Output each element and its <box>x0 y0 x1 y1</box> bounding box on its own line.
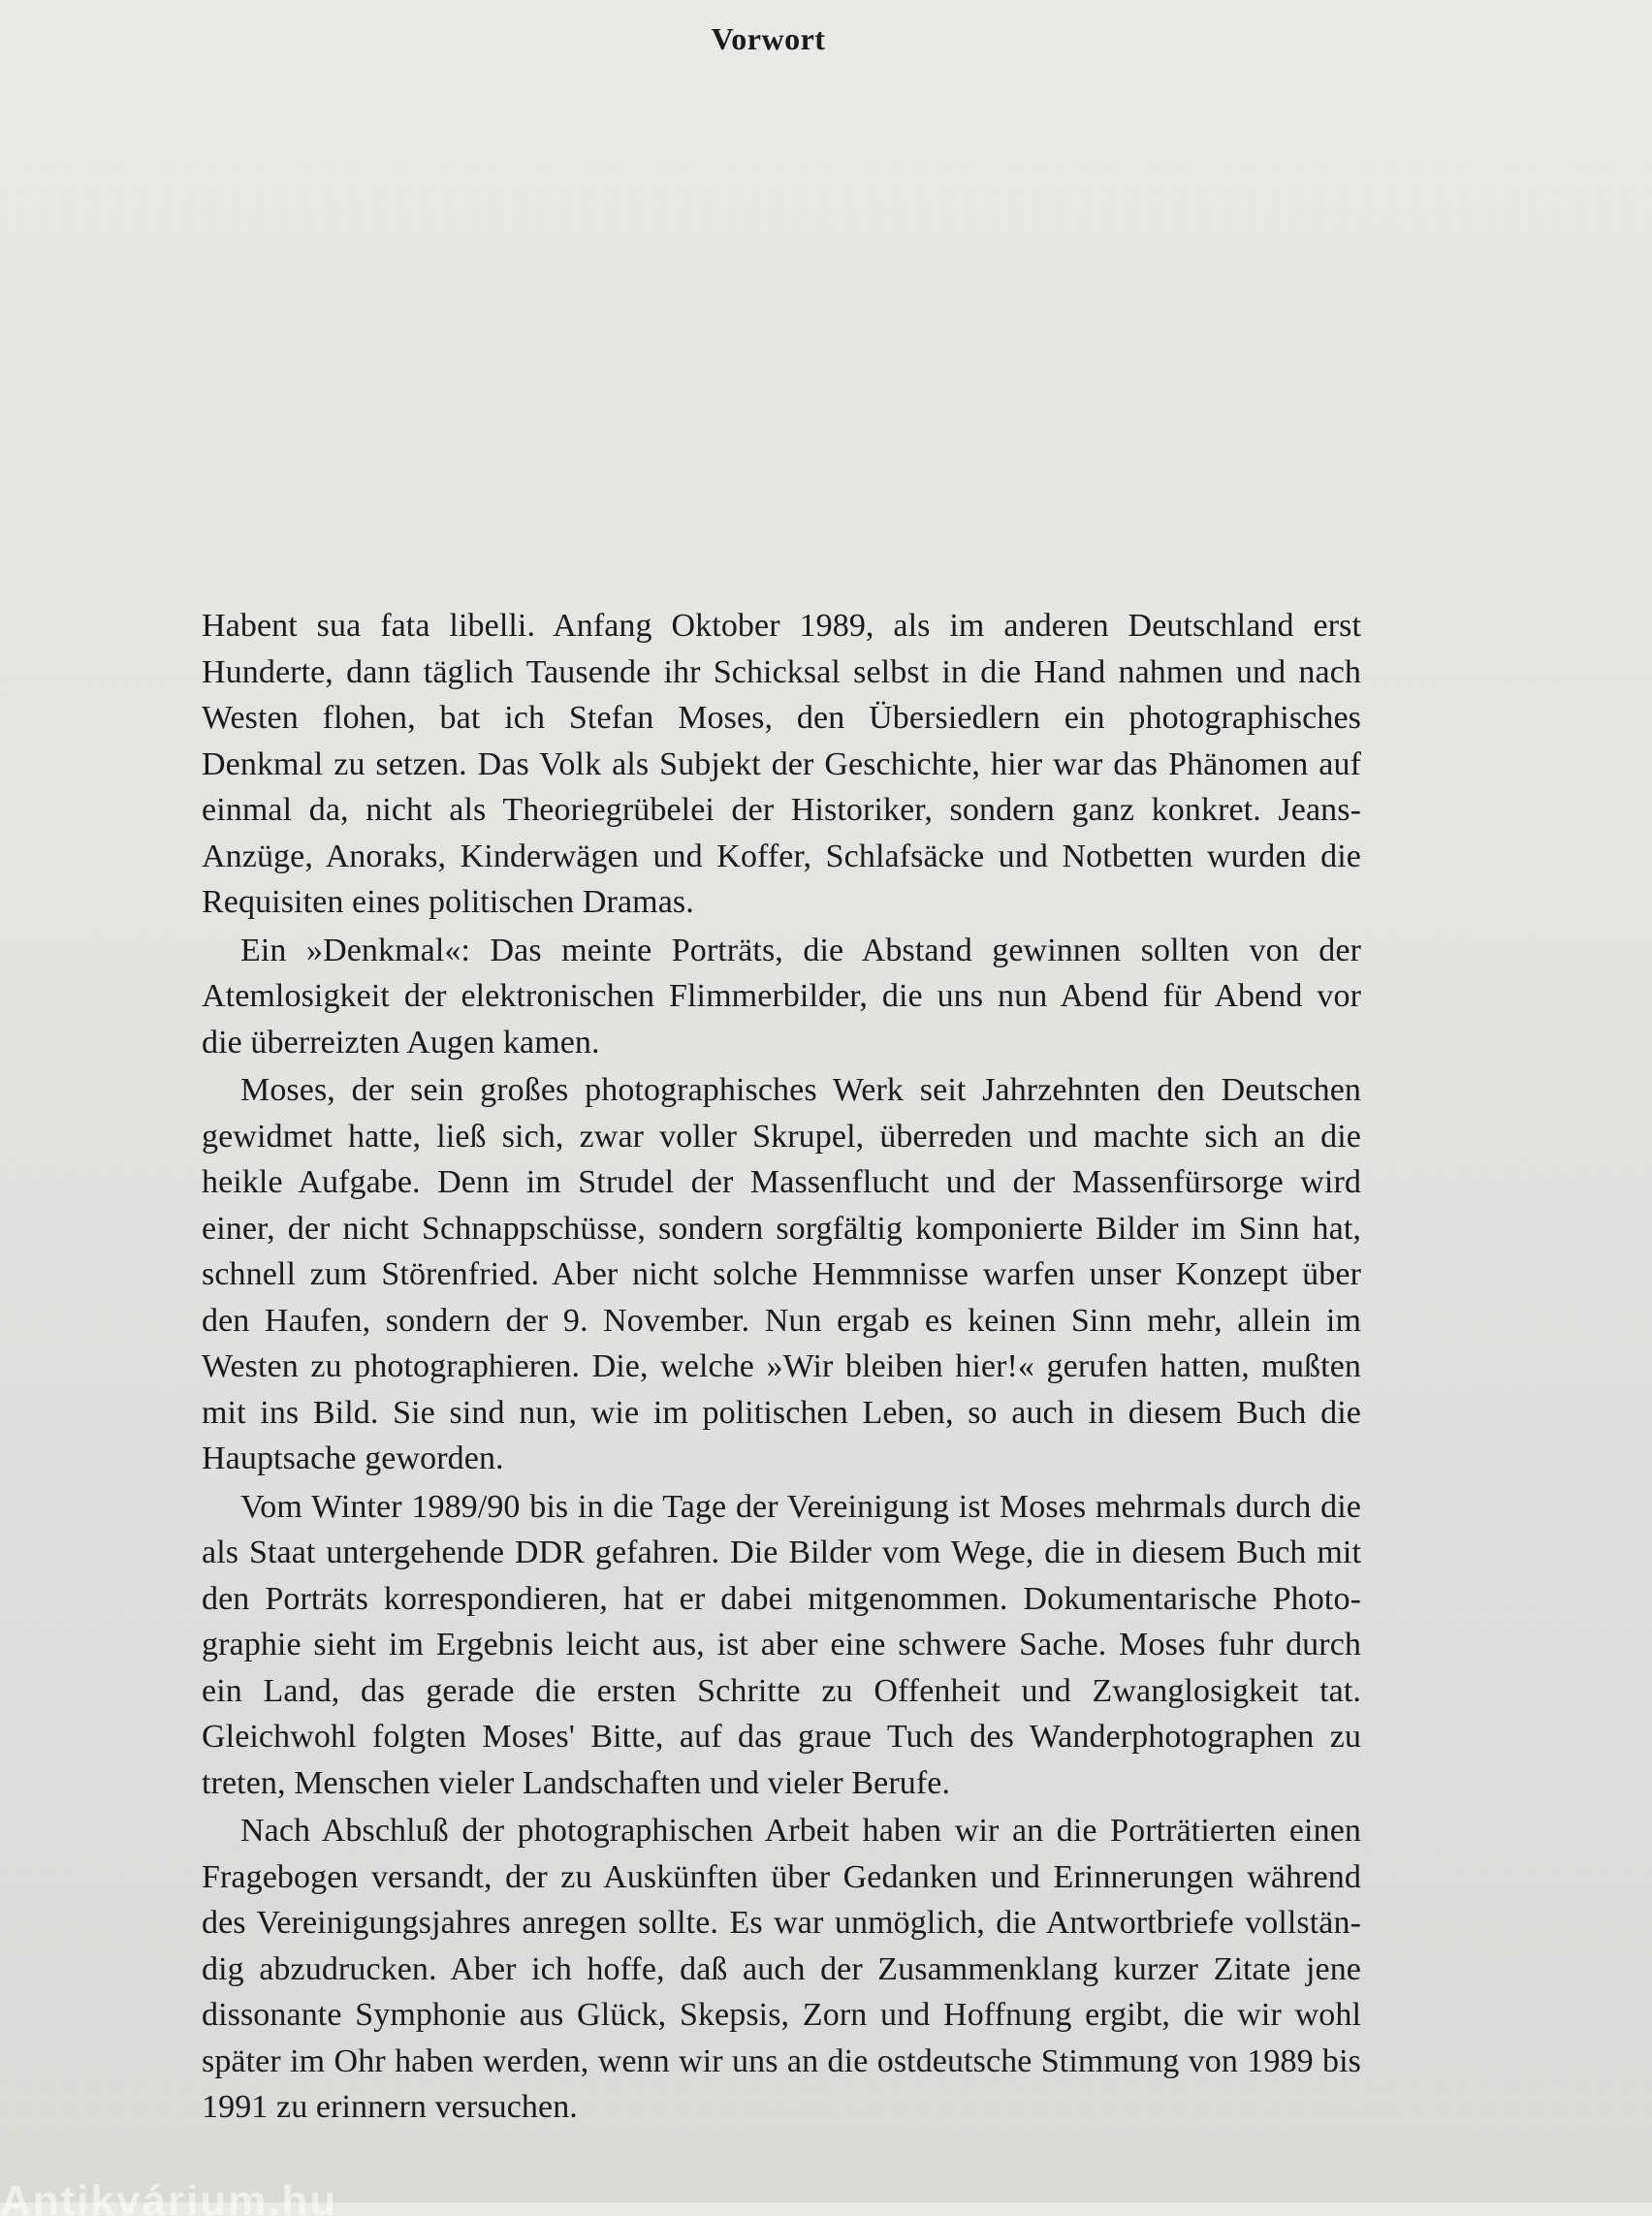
text-line: später im Ohr haben werden, wenn wir uns an die ostdeutsche Stimmung von 1989 bis <box>202 2042 1361 2079</box>
watermark: Antikvárium.hu <box>0 2177 338 2216</box>
text-line: Westen zu photographieren. Die, welche »Wir bleiben hier!« gerufen hatten, mußten <box>202 1348 1361 1384</box>
text-line: ein Land, das gerade die ersten Schritte zu Offenheit und Zwanglosigkeit tat. <box>202 1672 1361 1709</box>
text-line: Habent sua fata libelli. Anfang Oktober 1989, als im anderen Deutschland erst <box>202 608 1361 644</box>
text-line: treten, Menschen vieler Landschaften und vieler Berufe. <box>202 1764 951 1801</box>
text-line: einer, der nicht Schnappschüsse, sondern sorgfältig komponierte Bilder im Sinn hat, <box>202 1210 1361 1247</box>
text-line: Requisiten eines politischen Dramas. <box>202 884 694 920</box>
text-line: Fragebogen versandt, der zu Auskünften über Gedanken und Erinnerungen während <box>202 1858 1361 1895</box>
body-text <box>202 603 1361 2133</box>
text-line: Hunderte, dann täglich Tausende ihr Schicksal selbst in die Hand nahmen und nach <box>202 653 1361 690</box>
text-line: als Staat untergehende DDR gefahren. Die Bilder vom Wege, die in diesem Buch mit <box>202 1535 1361 1570</box>
text-line: dig abzudrucken. Aber ich hoffe, daß auch der Zusammenklang kurzer Zitate jene <box>202 1950 1361 1987</box>
text-line: einmal da, nicht als Theoriegrübelei der Historiker, sondern ganz konkret. Jeans- <box>202 792 1361 828</box>
text-line: die überreizten Augen kamen. <box>202 1024 600 1061</box>
text-line: mit ins Bild. Sie sind nun, wie im politischen Leben, so auch in diesem Buch die <box>202 1394 1361 1431</box>
text-line: Westen flohen, bat ich Stefan Moses, den Übersiedlern ein photographisches <box>202 700 1361 736</box>
text-line: Anzüge, Anoraks, Kinderwägen und Koffer, Schlafsäcke und Notbetten wurden die <box>202 838 1361 874</box>
text-line: Moses, der sein großes photographisches Werk seit Jahrzehnten den Deutschen <box>240 1072 1361 1108</box>
text-line: Gleichwohl folgten Moses' Bitte, auf das graue Tuch des Wanderphotographen zu <box>202 1719 1361 1755</box>
text-line: schnell zum Störenfried. Aber nicht solche Hemmnisse warfen unser Konzept über <box>202 1256 1361 1292</box>
paragraph <box>202 1808 1361 2131</box>
text-line: dissonante Symphonie aus Glück, Skepsis, Zorn und Hoffnung ergibt, die wir wohl <box>202 1997 1361 2033</box>
text-line: Atemlosigkeit der elektronischen Flimmerbilder, die uns nun Abend für Abend vor <box>202 978 1361 1014</box>
page-title: Vorwort <box>711 21 826 56</box>
text-line: Vom Winter 1989/90 bis in die Tage der Vereinigung ist Moses mehrmals durch die <box>240 1488 1361 1525</box>
text-line: graphie sieht im Ergebnis leicht aus, ist aber eine schwere Sache. Moses fuhr durch <box>202 1627 1361 1662</box>
text-line: gewidmet hatte, ließ sich, zwar voller Skrupel, überreden und machte sich an die <box>202 1118 1361 1155</box>
text-line: Hauptsache geworden. <box>202 1440 504 1476</box>
text-line: Ein »Denkmal«: Das meinte Porträts, die Abstand gewinnen sollten von der <box>240 932 1361 968</box>
paragraph <box>202 603 1361 926</box>
text-line: Denkmal zu setzen. Das Volk als Subjekt der Geschichte, hier war das Phänomen auf <box>202 745 1361 782</box>
paragraph <box>202 928 1361 1066</box>
text-line: den Haufen, sondern der 9. November. Nun ergab es keinen Sinn mehr, allein im <box>202 1302 1361 1339</box>
paragraph <box>202 1484 1361 1807</box>
text-line: 1991 zu erinnern versuchen. <box>202 2089 578 2125</box>
text-line: den Porträts korrespondieren, hat er dabei mitgenommen. Dokumentarische Photo- <box>202 1580 1361 1617</box>
text-line: des Vereinigungsjahres anregen sollte. Es war unmöglich, die Antwortbriefe vollstän- <box>202 1905 1361 1941</box>
text-line: heikle Aufgabe. Denn im Strudel der Massenflucht und der Massenfürsorge wird <box>202 1164 1361 1200</box>
text-line: Nach Abschluß der photographischen Arbeit haben wir an die Porträtierten einen <box>240 1813 1361 1849</box>
paragraph <box>202 1067 1361 1482</box>
